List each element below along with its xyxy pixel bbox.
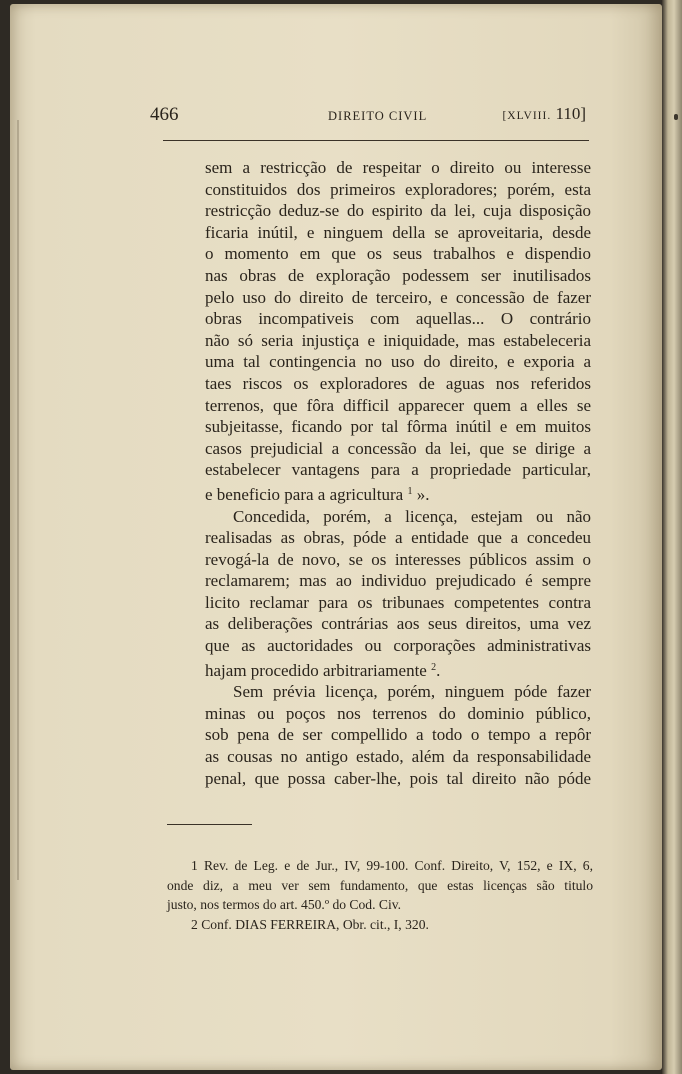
text-line: que as auctoridades ou corporações administrativas <box>205 636 591 656</box>
text-line: não só seria injustiça e iniquidade, mas estabeleceria <box>205 330 591 350</box>
text-line: sem a restricção de respeitar o direito ou interesse <box>205 158 591 177</box>
text-line: sob pena de ser compellido a todo o tempo a repôr <box>205 725 591 745</box>
footnote-ref-2: 2 <box>431 661 437 673</box>
text-line: realisadas as obras, póde a entidade que a concedeu <box>205 528 591 548</box>
text-line: minas ou poços nos terrenos do dominio público, <box>205 703 591 723</box>
binding-mark <box>674 114 678 120</box>
section-reference <box>502 104 586 124</box>
body-text <box>205 157 591 789</box>
text-line: o momento em que os seus trabalhos e dispendio <box>205 244 591 264</box>
text-line: ficaria inútil, e ninguem della se aproveitaria, desde <box>205 222 591 242</box>
footnote-text: Conf. DIAS FERREIRA, Obr. cit., I, 320. <box>201 916 429 932</box>
text-line: constituidos dos primeiros exploradores; porém, esta <box>205 179 591 199</box>
text-line: Sem prévia licença, porém, ninguem póde fazer <box>233 682 591 702</box>
text-line: estabelecer vantagens para a propriedade particular, <box>205 460 591 480</box>
footnote-1-line: onde diz, a meu ver sem fundamento, que estas licenças são titulo <box>167 877 593 893</box>
text-line: as deliberações contrárias aos seus direitos, uma vez <box>205 614 591 634</box>
text-line: obras incompativeis com aquellas... O contrário <box>205 309 591 329</box>
period: . <box>436 660 441 680</box>
text-line: terrenos, que fôra difficil apparecer quem a elles se <box>205 395 591 415</box>
text-line: reclamarem; mas ao individuo prejudicado é sempre <box>205 571 591 591</box>
left-margin-shadow <box>17 120 19 880</box>
text-line: nas obras de exploração podessem ser inutilisados <box>205 265 591 285</box>
page-number: 466 <box>150 104 179 125</box>
footnote-1-line: justo, nos termos do art. 450.º do Cod. Civ. <box>167 897 402 912</box>
section-number: 110] <box>555 104 586 123</box>
text-line: casos prejudicial a concessão da lei, que se dirige a <box>205 438 591 458</box>
book-binding-edge <box>662 0 682 1074</box>
footnote-marker: 1 <box>191 858 198 873</box>
text-line: licito reclamar para os tribunaes competentes contra <box>205 592 591 612</box>
text-line: hajam procedido arbitrariamente <box>205 660 427 680</box>
section-prefix: [XLVIII. <box>502 110 552 122</box>
footnote-ref-1: 1 <box>407 485 413 497</box>
footnote-rule <box>167 824 252 825</box>
text-line-with-note <box>205 481 591 506</box>
text-line: restricção deduz-se do espirito da lei, cuja disposição <box>205 201 591 221</box>
text-line: uma tal contingencia no uso do direito, e exporia a <box>205 352 591 372</box>
text-line: e beneficio para a agricultura <box>205 484 404 504</box>
footnote-text: Rev. de Leg. e de Jur., IV, 99-100. Conf. Direito, V, 152, e IX, 6, <box>203 858 593 873</box>
text-line: pelo uso do direito de terceiro, e concessão de fazer <box>205 287 591 307</box>
footnote-2-line <box>167 915 593 935</box>
text-line-with-note <box>205 657 591 682</box>
text-line: subjeitasse, ficando por tal fôrma inútil e em muitos <box>205 417 591 437</box>
running-title: DIREITO CIVIL <box>328 109 428 123</box>
text-line: revogá-la de novo, se os interesses públicos assim o <box>205 549 591 569</box>
footnote-marker: 2 <box>191 916 198 932</box>
header-rule <box>163 140 589 141</box>
text-line: Concedida, porém, a licença, estejam ou não <box>233 506 591 526</box>
page-header <box>150 104 590 134</box>
quote-close: ». <box>416 484 430 504</box>
text-line: penal, que possa caber-lhe, pois tal direito não póde <box>205 768 591 788</box>
text-line: as cousas no antigo estado, além da responsabilidade <box>205 747 591 767</box>
footnote-1-line <box>167 856 593 876</box>
footnotes <box>167 856 593 934</box>
text-line: taes riscos os exploradores de aguas nos referidos <box>205 373 591 393</box>
